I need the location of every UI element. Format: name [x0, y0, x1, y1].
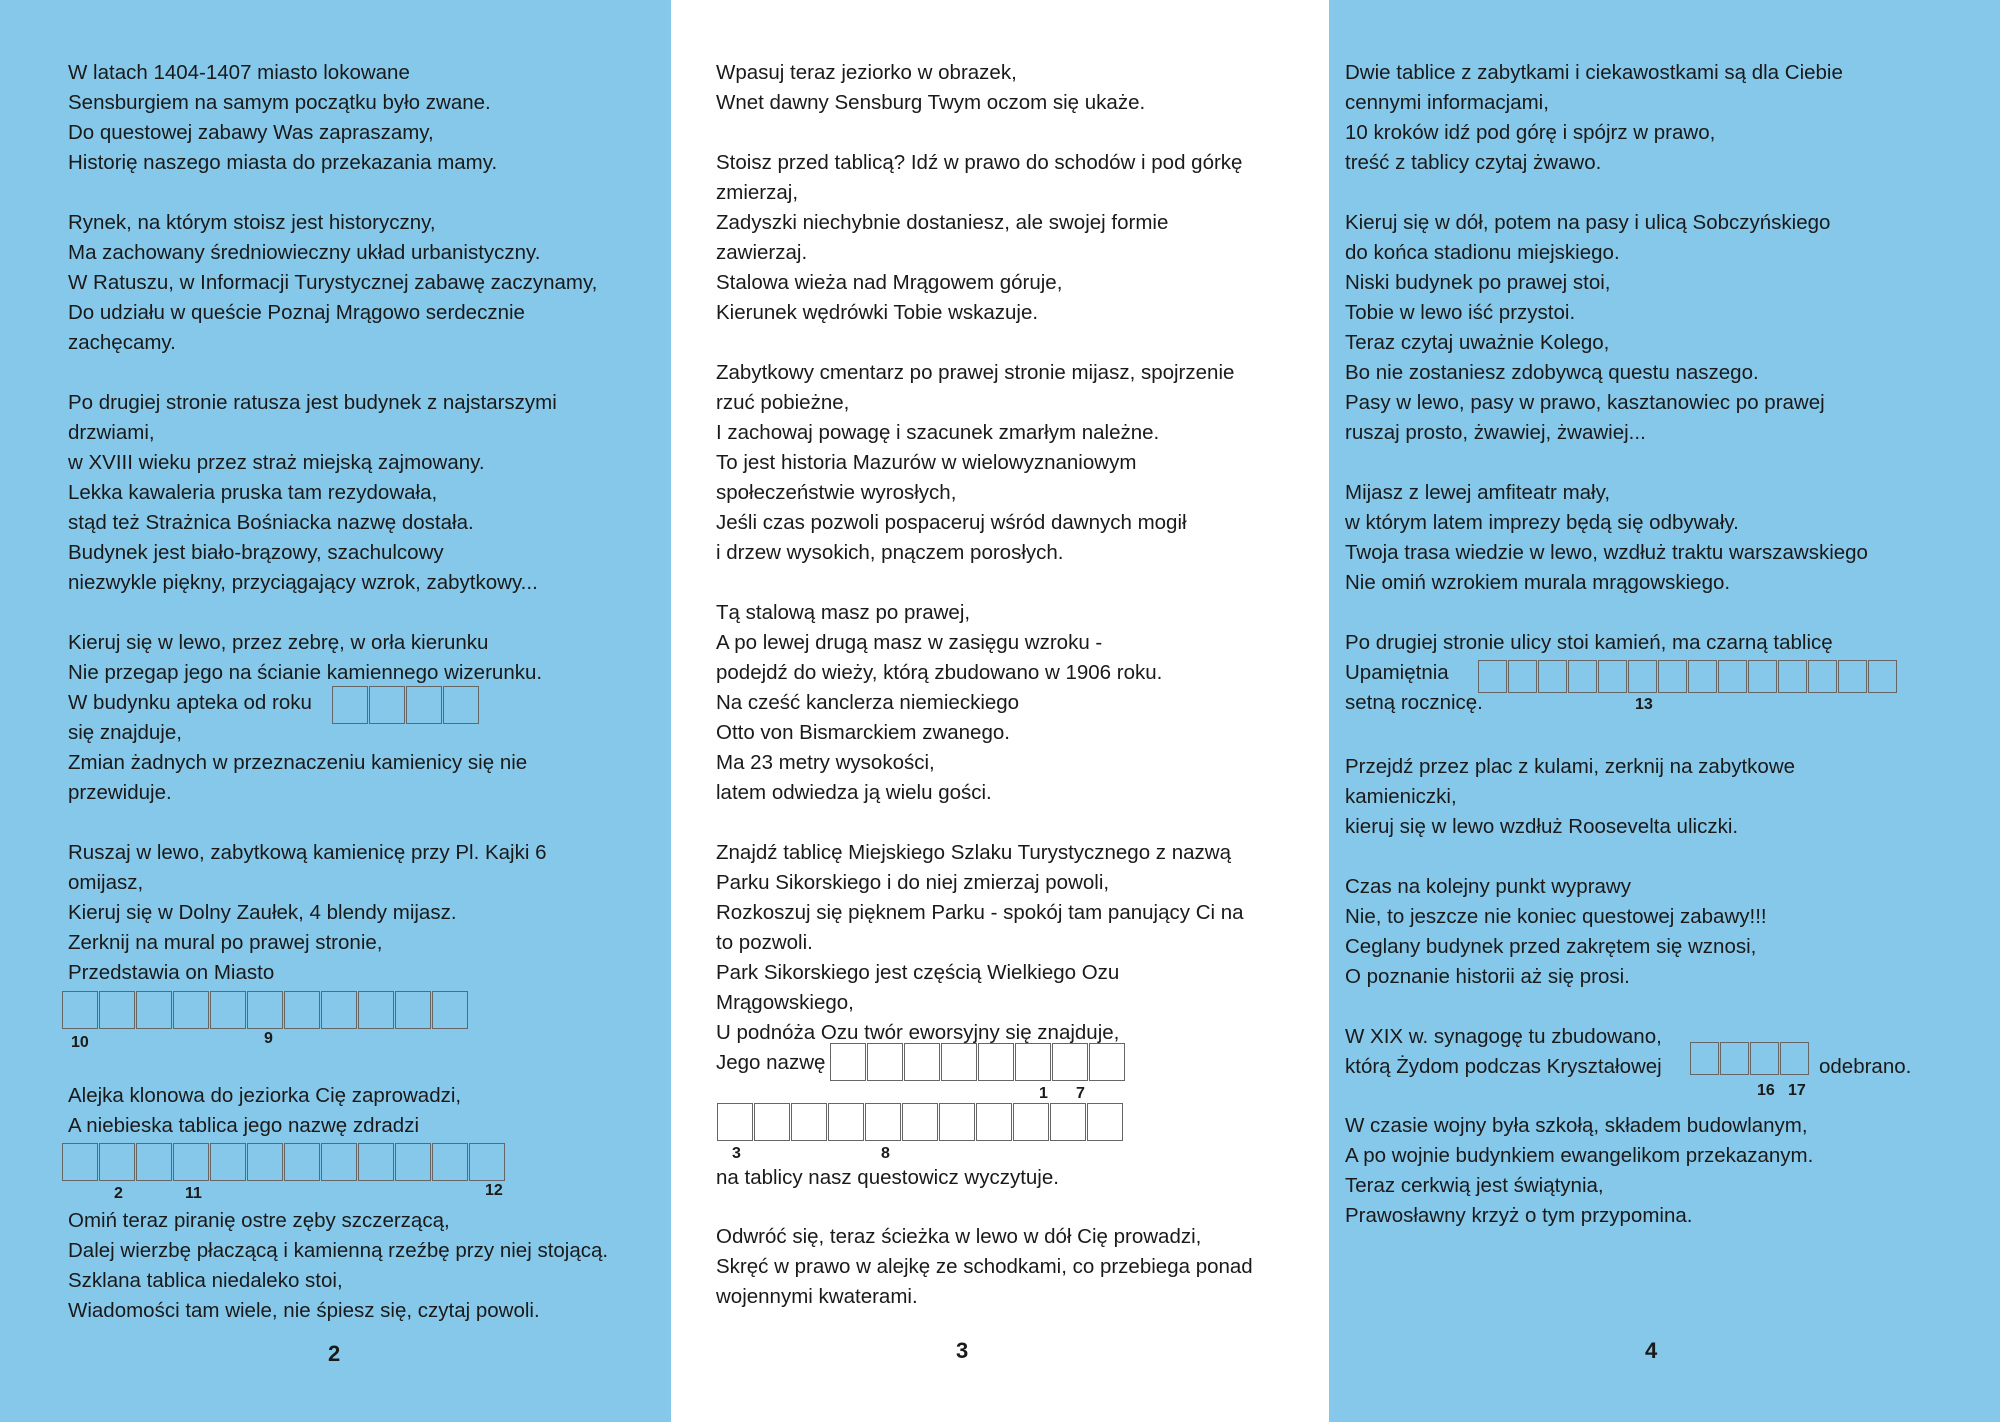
letter-index-number: 13	[1635, 696, 1653, 713]
page-number: 3	[956, 1338, 969, 1363]
answer-box[interactable]	[1628, 660, 1657, 693]
answer-box[interactable]	[1087, 1103, 1123, 1141]
letter-index-number: 10	[71, 1034, 89, 1051]
text-line: Rozkoszuj się pięknem Parku - spokój tam panujący Ci na	[716, 901, 1244, 924]
verse-piranha	[68, 1206, 608, 1326]
text-line: odebrano.	[1819, 1055, 1912, 1078]
text-line: Otto von Bismarckiem zwanego.	[716, 721, 1010, 744]
text-line: Ceglany budynek przed zakrętem się wznosi,	[1345, 935, 1757, 958]
answer-box[interactable]	[1089, 1043, 1125, 1081]
text-line: omijasz,	[68, 871, 144, 894]
text-line: Parku Sikorskiego i do niej zmierzaj powoli,	[716, 871, 1110, 894]
answer-box[interactable]	[717, 1103, 753, 1141]
verse-tower	[716, 598, 1162, 808]
answer-box[interactable]	[867, 1043, 903, 1081]
answer-box[interactable]	[1508, 660, 1537, 693]
text-line: niezwykle piękny, przyciągający wzrok, zabytkowy...	[68, 571, 538, 594]
answer-box[interactable]	[1720, 1042, 1749, 1075]
text-line: Czas na kolejny punkt wyprawy	[1345, 875, 1631, 898]
letter-index-number: 17	[1788, 1082, 1806, 1099]
answer-box[interactable]	[976, 1103, 1012, 1141]
answer-box[interactable]	[828, 1103, 864, 1141]
text-line: Na cześć kanclerza niemieckiego	[716, 691, 1020, 714]
text-line: Do questowej zabawy Was zapraszamy,	[68, 121, 434, 144]
text-line: stąd też Strażnica Bośniacka nazwę dostała.	[68, 511, 474, 534]
text-line: zawierzaj.	[716, 241, 808, 264]
answer-box[interactable]	[358, 991, 394, 1029]
text-line: Mrągowskiego,	[716, 991, 854, 1014]
answer-box[interactable]	[1690, 1042, 1719, 1075]
text-line: Pasy w lewo, pasy w prawo, kasztanowiec po prawej	[1345, 391, 1825, 414]
letter-index-number: 9	[264, 1030, 273, 1047]
text-line: Przedstawia on Miasto	[68, 961, 275, 984]
page-2-panel	[0, 0, 671, 1422]
text-line: Bo nie zostaniesz zdobywcą questu naszego.	[1345, 361, 1759, 384]
text-line: Po drugiej stronie ratusza jest budynek z najstarszymi	[68, 391, 557, 414]
lake-name-answer-boxes[interactable]	[62, 1143, 506, 1181]
answer-box[interactable]	[791, 1103, 827, 1141]
answer-box[interactable]	[443, 686, 479, 724]
answer-box[interactable]	[62, 1143, 98, 1181]
text-line: Dwie tablice z zabytkami i ciekawostkami są dla Ciebie	[1345, 61, 1843, 84]
text-line: którą Żydom podczas Kryształowej	[1345, 1055, 1662, 1078]
answer-box[interactable]	[1478, 660, 1507, 693]
text-line: Omiń teraz piranię ostre zęby szczerzącą,	[68, 1209, 450, 1232]
text-line: Znajdź tablicę Miejskiego Szlaku Turystycznego z nazwą	[716, 841, 1232, 864]
verse-lake	[68, 1081, 461, 1141]
verse-path	[716, 1222, 1253, 1312]
letter-index-number: 12	[485, 1182, 503, 1199]
letter-index-number: 11	[185, 1185, 202, 1202]
text-line: kamieniczki,	[1345, 785, 1457, 808]
answer-box[interactable]	[865, 1103, 901, 1141]
answer-box[interactable]	[432, 991, 468, 1029]
text-line: drzwiami,	[68, 421, 155, 444]
answer-box[interactable]	[1808, 660, 1837, 693]
answer-box[interactable]	[395, 1143, 431, 1181]
answer-box[interactable]	[173, 991, 209, 1029]
text-line: Historię naszego miasta do przekazania mamy.	[68, 151, 498, 174]
text-line: Zmian żadnych w przeznaczeniu kamienicy się nie	[68, 751, 528, 774]
verse-brick-building	[1345, 872, 1767, 992]
answer-box[interactable]	[1838, 660, 1867, 693]
answer-box[interactable]	[99, 1143, 135, 1181]
text-line: Wiadomości tam wiele, nie śpiesz się, czytaj powoli.	[68, 1299, 540, 1322]
page-number: 2	[328, 1341, 341, 1366]
verse-park	[716, 838, 1244, 1078]
landform-name-answer-boxes-row2[interactable]	[717, 1103, 1124, 1141]
answer-box[interactable]	[1748, 660, 1777, 693]
text-line: treść z tablicy czytaj żwawo.	[1345, 151, 1602, 174]
verse-cemetery	[716, 358, 1234, 568]
text-line: Dalej wierzbę płaczącą i kamienną rzeźbę przy niej stojącą.	[68, 1239, 609, 1262]
text-line: cennymi informacjami,	[1345, 91, 1549, 114]
answer-box[interactable]	[210, 1143, 246, 1181]
text-line: przewiduje.	[68, 781, 172, 804]
text-line: Kieruj się w Dolny Zaułek, 4 blendy mijasz.	[68, 901, 457, 924]
text-line: To jest historia Mazurów w wielowyznaniowym	[716, 451, 1137, 474]
letter-index-number: 3	[732, 1145, 741, 1162]
answer-box[interactable]	[469, 1143, 505, 1181]
answer-box[interactable]	[136, 1143, 172, 1181]
page-4-panel	[1329, 0, 2000, 1422]
mural-answer-boxes[interactable]	[62, 991, 469, 1029]
verse-stadium	[1345, 208, 1830, 448]
answer-box[interactable]	[62, 991, 98, 1029]
answer-box[interactable]	[939, 1103, 975, 1141]
letter-index-number: 16	[1757, 1082, 1775, 1099]
text-line: Zabytkowy cmentarz po prawej stronie mijasz, spojrzenie	[716, 361, 1235, 384]
text-line: do końca stadionu miejskiego.	[1345, 241, 1620, 264]
verse-synagogue	[1345, 1022, 1662, 1082]
answer-box[interactable]	[1050, 1103, 1086, 1141]
text-line: Zadyszki niechybnie dostaniesz, ale swojej formie	[716, 211, 1169, 234]
answer-box[interactable]	[173, 1143, 209, 1181]
answer-box[interactable]	[1778, 660, 1807, 693]
answer-box[interactable]	[332, 686, 368, 724]
text-line: Stoisz przed tablicą? Idź w prawo do schodów i pod górkę	[716, 151, 1243, 174]
answer-box[interactable]	[1688, 660, 1717, 693]
text-line: W budynku apteka od roku	[68, 691, 312, 714]
text-line: latem odwiedza ją wielu gości.	[716, 781, 992, 804]
answer-box[interactable]	[830, 1043, 866, 1081]
text-line: A po wojnie budynkiem ewangelikom przekazanym.	[1345, 1144, 1814, 1167]
verse-picture	[716, 58, 1145, 118]
text-line: Rynek, na którym stoisz jest historyczny,	[68, 211, 436, 234]
letter-index-number: 7	[1076, 1085, 1085, 1102]
answer-box[interactable]	[432, 1143, 468, 1181]
answer-box[interactable]	[1658, 660, 1687, 693]
text-line: Teraz czytaj uważnie Kolego,	[1345, 331, 1610, 354]
synagogue-answer-boxes[interactable]	[1690, 1042, 1810, 1075]
text-line: Nie przegap jego na ścianie kamiennego wizerunku.	[68, 661, 543, 684]
text-line: Ma 23 metry wysokości,	[716, 751, 935, 774]
verse-market	[68, 208, 597, 358]
text-line: Lekka kawaleria pruska tam rezydowała,	[68, 481, 438, 504]
answer-box[interactable]	[247, 991, 283, 1029]
text-line: w XVIII wieku przez straż miejską zajmowany.	[68, 451, 485, 474]
text-line: Teraz cerkwią jest świątynia,	[1345, 1174, 1604, 1197]
verse-orthodox	[1345, 1111, 1813, 1231]
text-line: W czasie wojny była szkołą, składem budowlanym,	[1345, 1114, 1808, 1137]
text-line: Tą stalową masz po prawej,	[716, 601, 971, 624]
text-line: Niski budynek po prawej stoi,	[1345, 271, 1611, 294]
text-line: Upamiętnia	[1345, 661, 1449, 684]
text-line: W latach 1404-1407 miasto lokowane	[68, 61, 410, 84]
answer-box[interactable]	[1750, 1042, 1779, 1075]
text-line: Zerknij na mural po prawej stronie,	[68, 931, 383, 954]
text-line: Do udziału w queście Poznaj Mrągowo serdecznie	[68, 301, 525, 324]
text-line: Twoja trasa wiedzie w lewo, wzdłuż traktu warszawskiego	[1345, 541, 1868, 564]
verse-amphitheatre	[1345, 478, 1868, 598]
text-line: zachęcamy.	[68, 331, 176, 354]
text-line: Budynek jest biało-brązowy, szachulcowy	[68, 541, 444, 564]
answer-box[interactable]	[1013, 1103, 1049, 1141]
letter-index-number: 1	[1039, 1085, 1048, 1102]
answer-box[interactable]	[1015, 1043, 1051, 1081]
text-line: rzuć pobieżne,	[716, 391, 850, 414]
letter-index-number: 8	[881, 1145, 890, 1162]
answer-box[interactable]	[406, 686, 442, 724]
answer-box[interactable]	[247, 1143, 283, 1181]
text-line: Szklana tablica niedaleko stoi,	[68, 1269, 343, 1292]
answer-box[interactable]	[1568, 660, 1597, 693]
verse-guardhouse	[68, 388, 557, 598]
text-line: setną rocznicę.	[1345, 691, 1483, 714]
answer-box[interactable]	[1538, 660, 1567, 693]
answer-box[interactable]	[321, 1143, 357, 1181]
verse-mural	[68, 838, 547, 988]
letter-index-number: 2	[114, 1185, 123, 1202]
text-line: Nie omiń wzrokiem murala mrągowskiego.	[1345, 571, 1731, 594]
text-line: Skręć w prawo w alejkę ze schodkami, co przebiega ponad	[716, 1255, 1253, 1278]
text-line: podejdź do wieży, którą zbudowano w 1906 roku.	[716, 661, 1163, 684]
answer-box[interactable]	[941, 1043, 977, 1081]
verse-boards	[1345, 58, 1920, 178]
answer-box[interactable]	[1868, 660, 1897, 693]
text-line: to pozwoli.	[716, 931, 813, 954]
answer-box[interactable]	[284, 991, 320, 1029]
answer-box[interactable]	[369, 686, 405, 724]
text-line: Prawosławny krzyż o tym przypomina.	[1345, 1204, 1693, 1227]
text-line: Po drugiej stronie ulicy stoi kamień, ma czarną tablicę	[1345, 631, 1833, 654]
text-line: U podnóża Ozu twór eworsyjny się znajduje,	[716, 1021, 1120, 1044]
answer-box[interactable]	[136, 991, 172, 1029]
answer-box[interactable]	[904, 1043, 940, 1081]
text-line: na tablicy nasz questowicz wyczytuje.	[716, 1166, 1059, 1189]
text-line: Kieruj się w lewo, przez zebrę, w orła kierunku	[68, 631, 489, 654]
text-line: A niebieska tablica jego nazwę zdradzi	[68, 1114, 419, 1137]
answer-box[interactable]	[1718, 660, 1747, 693]
text-line: Wpasuj teraz jeziorko w obrazek,	[716, 61, 1017, 84]
answer-box[interactable]	[902, 1103, 938, 1141]
text-line: 10 kroków idź pod górę i spójrz w prawo,	[1345, 121, 1716, 144]
text-line: Park Sikorskiego jest częścią Wielkiego Ozu	[716, 961, 1120, 984]
text-line: społeczeństwie wyrosłych,	[716, 481, 957, 504]
answer-box[interactable]	[754, 1103, 790, 1141]
pharmacy-year-answer-boxes[interactable]	[332, 686, 480, 724]
answer-box[interactable]	[210, 991, 246, 1029]
text-line: W Ratuszu, w Informacji Turystycznej zabawę zaczynamy,	[68, 271, 598, 294]
answer-box[interactable]	[321, 991, 357, 1029]
text-line: I zachowaj powagę i szacunek zmarłym należne.	[716, 421, 1160, 444]
text-line: Tobie w lewo iść przystoi.	[1345, 301, 1576, 324]
answer-box[interactable]	[99, 991, 135, 1029]
text-line: W XIX w. synagogę tu zbudowano,	[1345, 1025, 1662, 1048]
text-line: w którym latem imprezy będą się odbywały.	[1345, 511, 1739, 534]
answer-box[interactable]	[284, 1143, 320, 1181]
landform-name-answer-boxes-row1[interactable]	[830, 1043, 1126, 1081]
text-line: wojennymi kwaterami.	[716, 1285, 918, 1308]
answer-box[interactable]	[395, 991, 431, 1029]
page-3-panel	[671, 0, 1329, 1422]
text-line: Kierunek wędrówki Tobie wskazuje.	[716, 301, 1039, 324]
text-line: O poznanie historii aż się prosi.	[1345, 965, 1630, 988]
answer-box[interactable]	[1598, 660, 1627, 693]
answer-box[interactable]	[358, 1143, 394, 1181]
text-line: Ruszaj w lewo, zabytkową kamienicę przy Pl. Kajki 6	[68, 841, 547, 864]
text-line: i drzew wysokich, pnączem porosłych.	[716, 541, 1064, 564]
answer-box[interactable]	[1052, 1043, 1088, 1081]
text-line: Jego nazwę	[716, 1051, 826, 1074]
text-line: zmierzaj,	[716, 181, 799, 204]
verse-square	[1345, 752, 1920, 842]
text-line: Sensburgiem na samym początku było zwane.	[68, 91, 491, 114]
verse-stairs	[716, 148, 1242, 328]
text-line: Stalowa wieża nad Mrągowem góruje,	[716, 271, 1063, 294]
text-line: ruszaj prosto, żwawiej, żwawiej...	[1345, 421, 1646, 444]
text-line: Mijasz z lewej amfiteatr mały,	[1345, 481, 1611, 504]
text-line: Nie, to jeszcze nie koniec questowej zabawy!!!	[1345, 905, 1767, 928]
text-line: Ma zachowany średniowieczny układ urbanistyczny.	[68, 241, 541, 264]
text-line: Przejdź przez plac z kulami, zerknij na zabytkowe	[1345, 755, 1796, 778]
text-line: Kieruj się w dół, potem na pasy i ulicą Sobczyńskiego	[1345, 211, 1831, 234]
stone-anniversary-answer-boxes[interactable]	[1478, 660, 1898, 693]
answer-box[interactable]	[1780, 1042, 1809, 1075]
text-line: Jeśli czas pozwoli pospaceruj wśród dawnych mogił	[716, 511, 1187, 534]
text-line: kieruj się w lewo wzdłuż Roosevelta uliczki.	[1345, 815, 1739, 838]
text-line: Odwróć się, teraz ścieżka w lewo w dół Cię prowadzi,	[716, 1225, 1202, 1248]
text-line: Wnet dawny Sensburg Twym oczom się ukaże.	[716, 91, 1146, 114]
text-line: się znajduje,	[68, 721, 182, 744]
verse-intro	[68, 58, 497, 178]
answer-box[interactable]	[978, 1043, 1014, 1081]
text-line: Alejka klonowa do jeziorka Cię zaprowadzi,	[68, 1084, 462, 1107]
page-number: 4	[1645, 1338, 1658, 1363]
text-line: A po lewej drugą masz w zasięgu wzroku -	[716, 631, 1103, 654]
